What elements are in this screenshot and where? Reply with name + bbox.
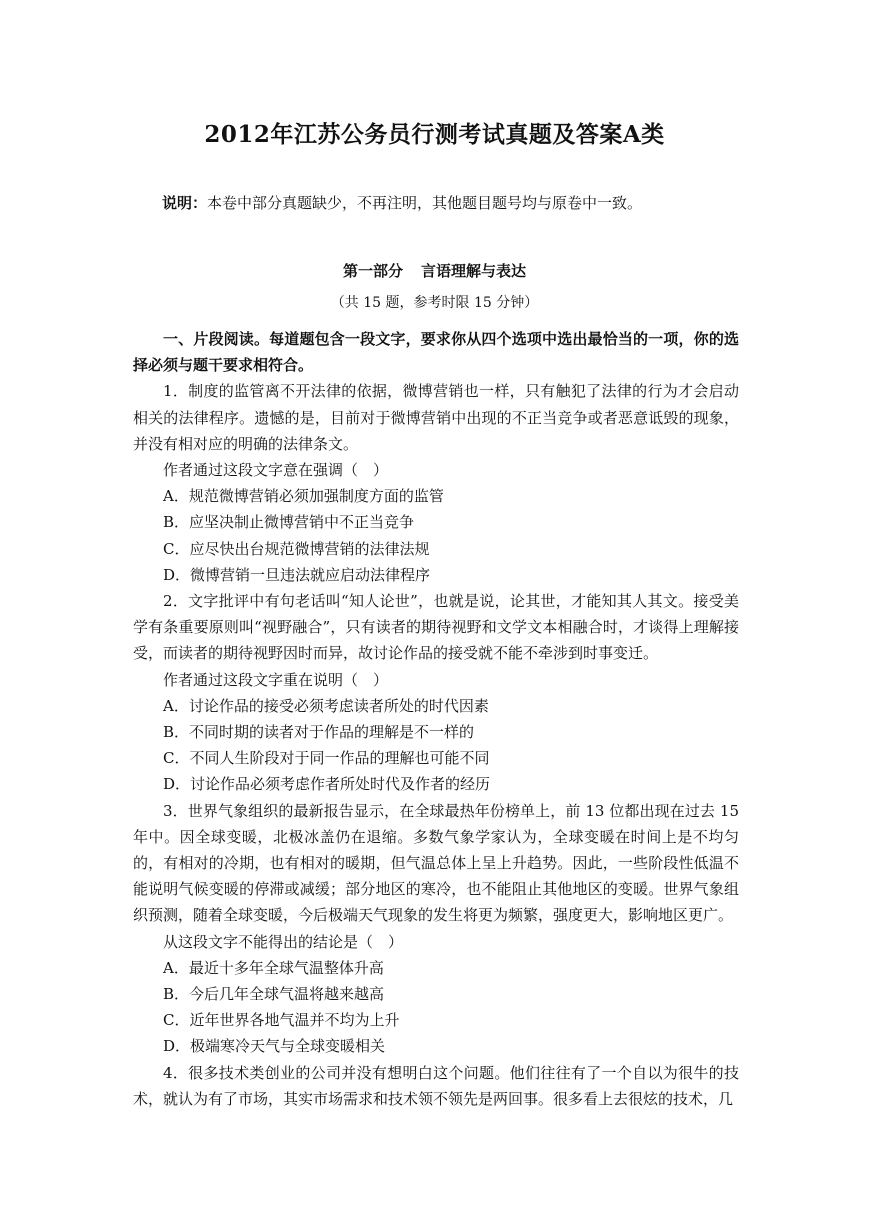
question-3-option-b: B．今后几年全球气温将越来越高 xyxy=(163,985,385,1004)
question-2-stem: 作者通过这段文字重在说明（ ） xyxy=(163,670,389,689)
question-3-option-a: A．最近十多年全球气温整体升高 xyxy=(163,958,384,977)
question-1-option-a: A．规范微博营销必须加强制度方面的监管 xyxy=(163,487,444,506)
part-time-limit: （共 15 题，参考时限 15 分钟） xyxy=(330,295,539,311)
question-body xyxy=(133,326,739,1112)
question-1-option-b: B．应坚决制止微博营销中不正当竞争 xyxy=(163,513,415,532)
note-label: 说明： xyxy=(162,194,208,212)
part-name: 第一部分 xyxy=(342,262,403,280)
question-1-option-d: D．微博营销一旦违法就应启动法律程序 xyxy=(163,565,431,584)
question-2-passage: 2．文字批评中有句老话叫“知人论世”，也就是说，论其世，才能知其人其文。接受美学有条重要原则叫“视野融合”，只有读者的期待视野和文学文本相融合时，才谈得上理解接受，而读者的期待视野因时而异，故讨论作品的接受就不能不牵涉到时事变迁。 xyxy=(133,592,739,663)
part-subject: 言语理解与表达 xyxy=(421,262,527,280)
question-1-passage: 1．制度的监管离不开法律的依据，微博营销也一样，只有触犯了法律的行为才会启动相关的法律程序。遗憾的是，目前对于微博营销中出现的不正当竞争或者恶意诋毁的现象，并没有相对应的明确的法律条文。 xyxy=(133,382,739,453)
question-1-option-c: C．应尽快出台规范微博营销的法律法规 xyxy=(163,539,430,558)
question-3-stem: 从这段文字不能得出的结论是（ ） xyxy=(163,932,404,951)
question-4-passage: 4．很多技术类创业的公司并没有想明白这个问题。他们往往有了一个自以为很牛的技术，就认为有了市场，其实市场需求和技术领不领先是两回事。很多看上去很炫的技术，几 xyxy=(133,1063,739,1108)
note-text: 本卷中部分真题缺少，不再注明，其他题目题号均与原卷中一致。 xyxy=(207,194,643,212)
question-2-option-a: A．讨论作品的接受必须考虑读者所处的时代因素 xyxy=(163,696,489,715)
exam-note xyxy=(162,192,642,213)
question-3-passage: 3．世界气象组织的最新报告显示，在全球最热年份榜单上，前 13 位都出现在过去 15 年中。因全球变暖，北极冰盖仍在退缩。多数气象学家认为，全球变暖在时间上是不均匀的，有相对的冷期，也有相对的暖期，但气温总体上呈上升趋势。因此，一些阶段性低温不能说明气候变暖的停滞或减缓；部分地区的寒冷，也不能阻止其他地区的变暖。世界气象组织预测，随着全球变暖，今后极端天气现象的发生将更为频繁，强度更大，影响地区更广。 xyxy=(133,801,739,925)
question-2-option-b: B．不同时期的读者对于作品的理解是不一样的 xyxy=(163,723,475,742)
question-2-option-c: C．不同人生阶段对于同一作品的理解也可能不同 xyxy=(163,749,490,768)
question-3-option-d: D．极端寒冷天气与全球变暖相关 xyxy=(163,1037,386,1056)
section-heading: 一、片段阅读。每道题包含一段文字，要求你从四个选项中选出最恰当的一项，你的选择必须与题干要求相符合。 xyxy=(133,330,739,375)
question-3-option-c: C．近年世界各地气温并不均为上升 xyxy=(163,1011,400,1030)
question-1-stem: 作者通过这段文字意在强调（ ） xyxy=(163,461,389,480)
part-heading xyxy=(0,260,869,281)
page-title: 2012年江苏公务员行测考试真题及答案A类 xyxy=(204,121,665,148)
question-2-option-d: D．讨论作品必须考虑作者所处时代及作者的经历 xyxy=(163,775,491,794)
